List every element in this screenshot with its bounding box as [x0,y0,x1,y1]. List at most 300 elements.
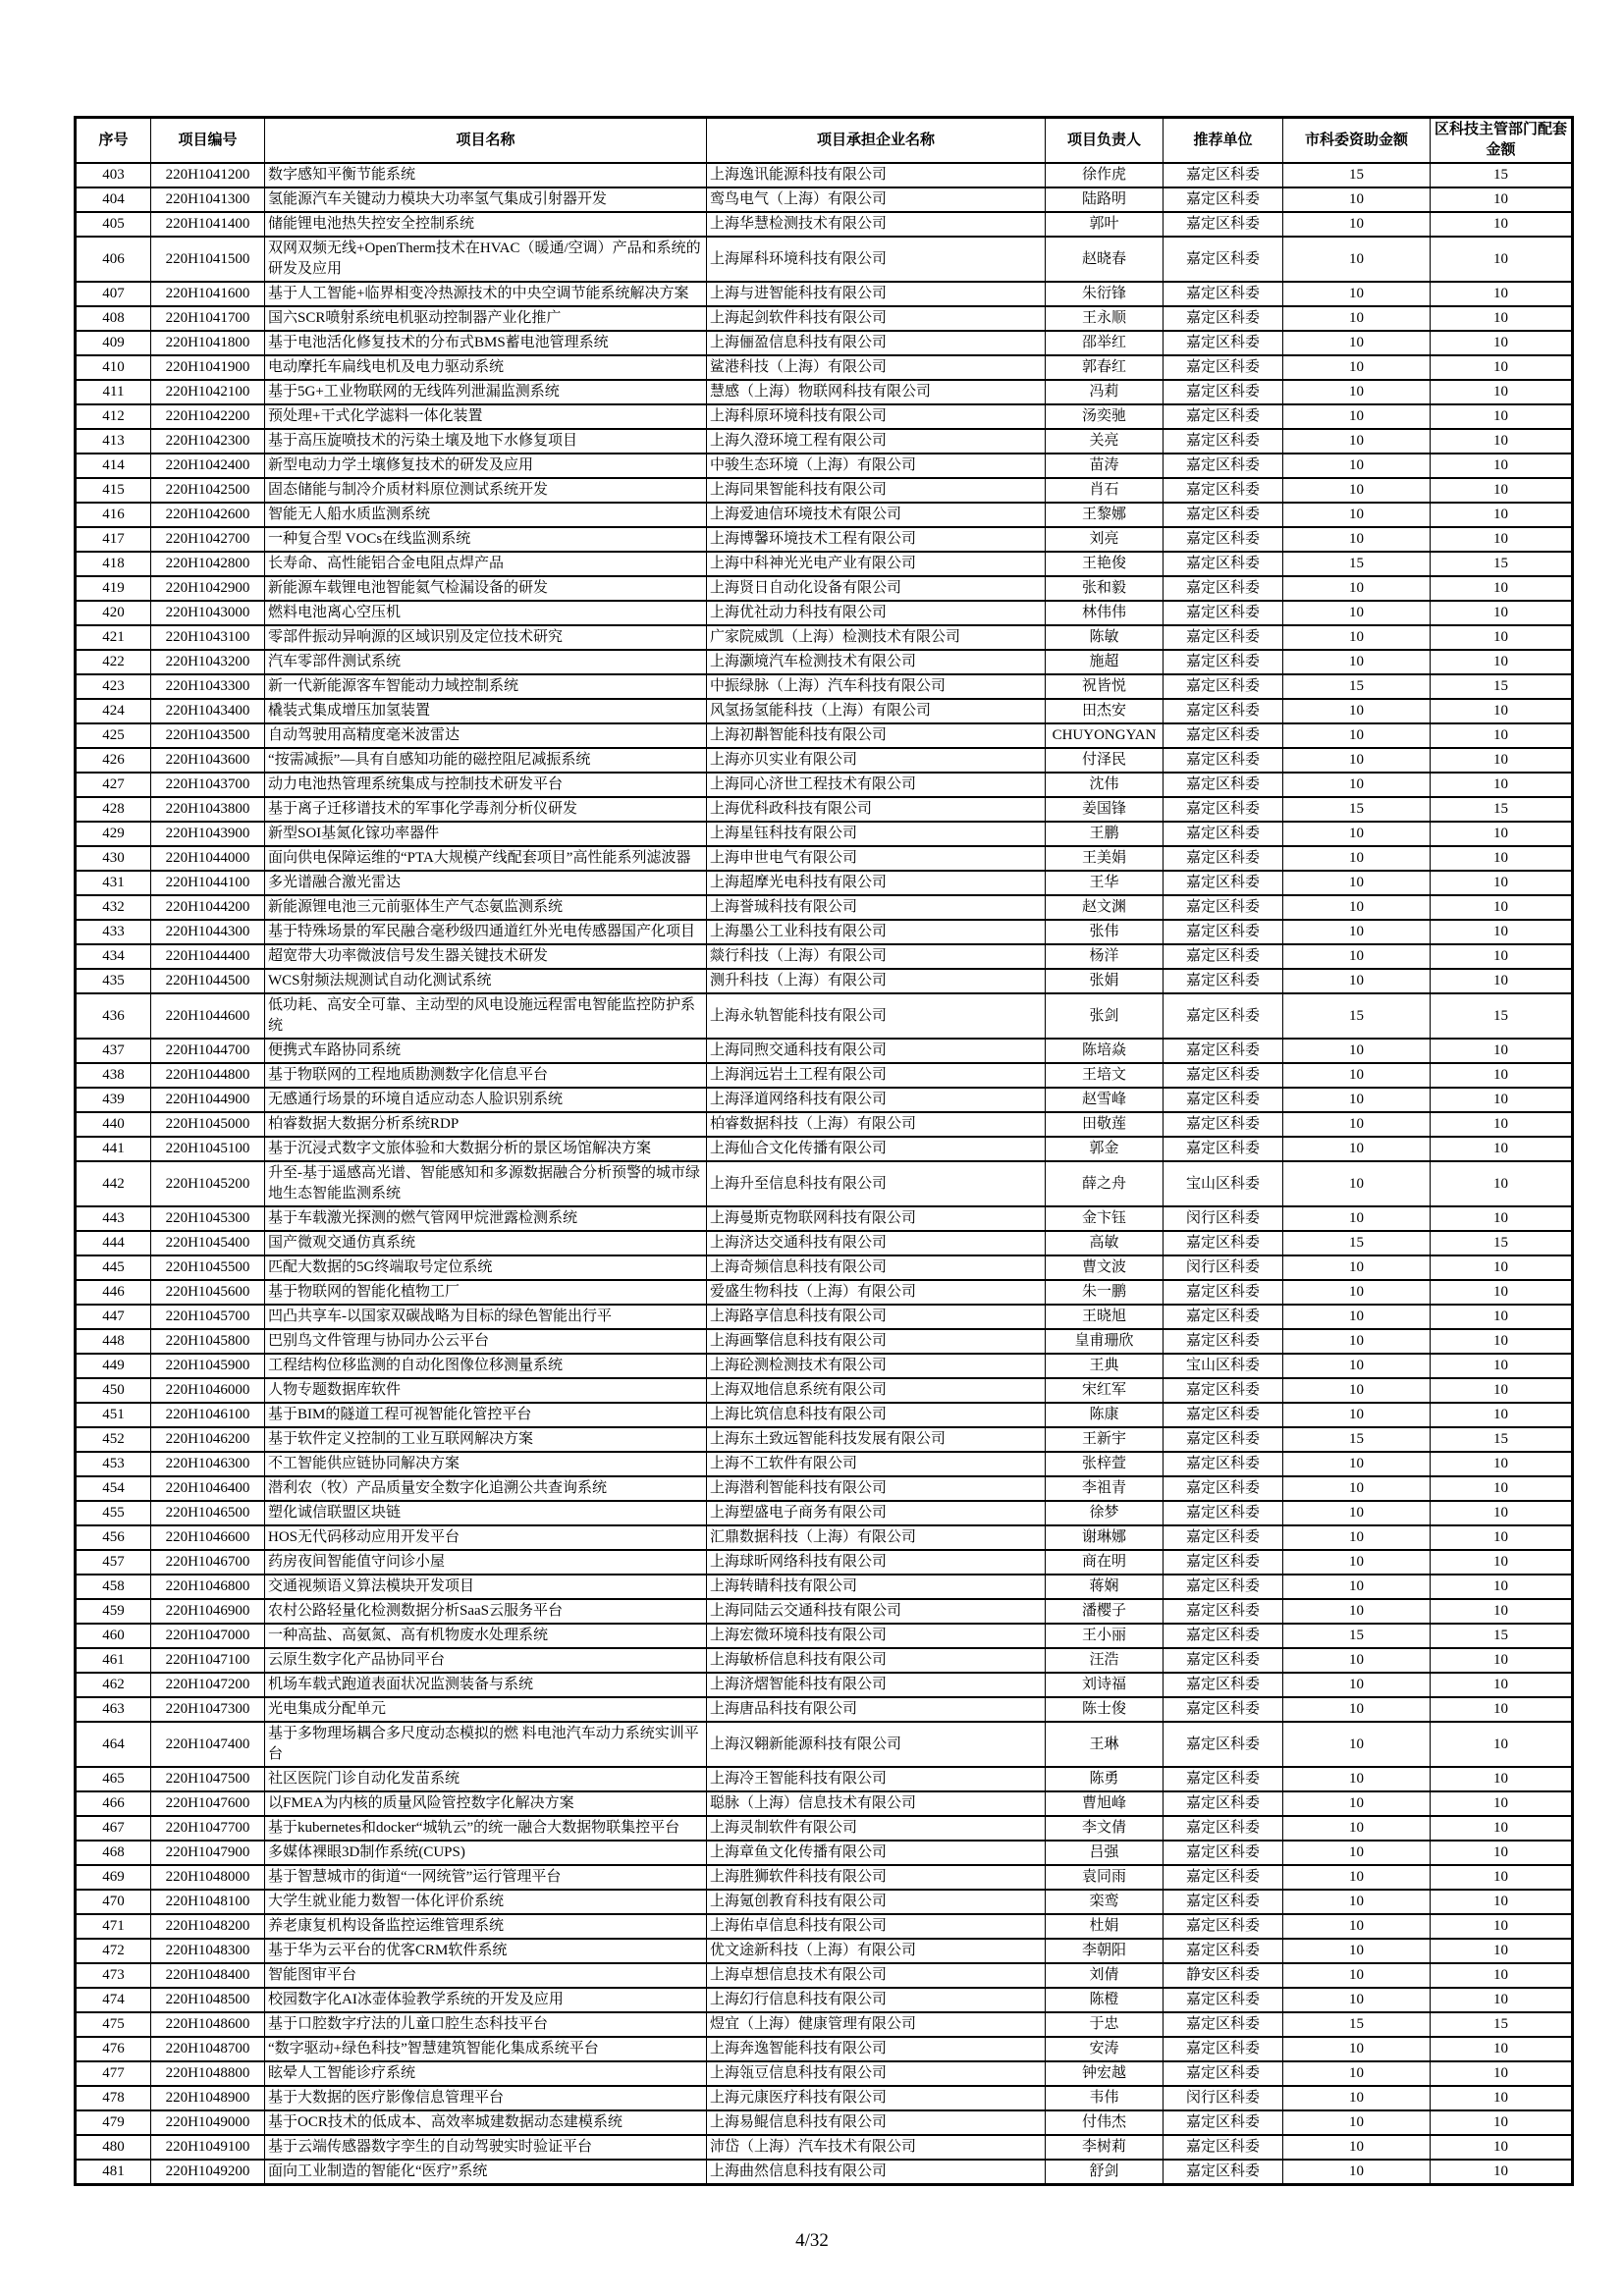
cell-project-name: 机场车载式跑道表面状况监测装备与系统 [265,1673,707,1697]
cell-company-name: 上海转睛科技有限公司 [707,1575,1046,1599]
cell-project-name: 基于云端传感器数字孪生的自动驾驶实时验证平台 [265,2135,707,2160]
table-row [76,1791,1573,1816]
cell-recommender: 嘉定区科委 [1164,1841,1283,1865]
cell-leader: 田杰安 [1046,699,1164,723]
cell-recommender: 嘉定区科委 [1164,1378,1283,1403]
cell-company-name: 上海优社动力科技有限公司 [707,601,1046,625]
cell-index: 410 [76,355,151,380]
cell-city-amount: 10 [1283,1354,1431,1378]
cell-code: 220H1042200 [151,404,265,429]
cell-project-name: 自动驾驶用高精度毫米波雷达 [265,723,707,748]
cell-city-amount: 15 [1283,674,1431,699]
cell-index: 451 [76,1403,151,1427]
cell-index: 427 [76,773,151,797]
cell-project-name: 匹配大数据的5G终端取号定位系统 [265,1255,707,1280]
cell-recommender: 嘉定区科委 [1164,2061,1283,2086]
cell-leader: 陈勇 [1046,1767,1164,1791]
cell-project-name: 大学生就业能力数智一体化评价系统 [265,1890,707,1914]
cell-index: 437 [76,1039,151,1063]
cell-index: 473 [76,1963,151,1988]
cell-code: 220H1044000 [151,846,265,871]
cell-index: 431 [76,871,151,895]
cell-district-amount: 10 [1431,2160,1573,2185]
table-row [76,1039,1573,1063]
table-row [76,871,1573,895]
cell-code: 220H1045500 [151,1255,265,1280]
cell-city-amount: 10 [1283,478,1431,503]
cell-city-amount: 10 [1283,1063,1431,1088]
cell-recommender: 嘉定区科委 [1164,2037,1283,2061]
cell-code: 220H1043500 [151,723,265,748]
cell-recommender: 嘉定区科委 [1164,576,1283,601]
cell-project-name: 基于高压旋喷技术的污染土壤及地下水修复项目 [265,429,707,454]
cell-index: 429 [76,822,151,846]
cell-code: 220H1044700 [151,1039,265,1063]
cell-recommender: 嘉定区科委 [1164,429,1283,454]
cell-project-name: 动力电池热管理系统集成与控制技术研发平台 [265,773,707,797]
cell-recommender: 嘉定区科委 [1164,237,1283,282]
cell-project-name: 面向供电保障运维的“PTA大规模产线配套项目”高性能系列滤波器 [265,846,707,871]
table-row [76,773,1573,797]
cell-company-name: 上海奔逸智能科技有限公司 [707,2037,1046,2061]
cell-project-name: 不工智能供应链协同解决方案 [265,1452,707,1476]
cell-recommender: 嘉定区科委 [1164,1697,1283,1722]
cell-index: 459 [76,1599,151,1624]
cell-leader: 赵晓春 [1046,237,1164,282]
cell-recommender: 嘉定区科委 [1164,1501,1283,1525]
cell-company-name: 上海砼测检测技术有限公司 [707,1354,1046,1378]
cell-city-amount: 10 [1283,723,1431,748]
table-row [76,2037,1573,2061]
cell-leader: 王永顺 [1046,306,1164,331]
cell-index: 453 [76,1452,151,1476]
cell-project-name: 基于沉浸式数字文旅体验和大数据分析的景区场馆解决方案 [265,1137,707,1161]
cell-code: 220H1049100 [151,2135,265,2160]
cell-city-amount: 10 [1283,1599,1431,1624]
cell-company-name: 上海逸讯能源科技有限公司 [707,163,1046,187]
cell-recommender: 嘉定区科委 [1164,503,1283,527]
cell-recommender: 嘉定区科委 [1164,1476,1283,1501]
table-row [76,404,1573,429]
cell-city-amount: 10 [1283,1673,1431,1697]
cell-company-name: 上海佑卓信息科技有限公司 [707,1914,1046,1939]
cell-recommender: 嘉定区科委 [1164,1791,1283,1816]
cell-index: 439 [76,1088,151,1112]
cell-recommender: 嘉定区科委 [1164,846,1283,871]
cell-district-amount: 10 [1431,1791,1573,1816]
cell-district-amount: 10 [1431,699,1573,723]
cell-project-name: 基于物联网的智能化植物工厂 [265,1280,707,1305]
cell-district-amount: 10 [1431,969,1573,993]
cell-leader: 徐梦 [1046,1501,1164,1525]
table-row [76,163,1573,187]
table-row [76,748,1573,773]
cell-company-name: 上海潜利智能科技有限公司 [707,1476,1046,1501]
cell-district-amount: 10 [1431,1403,1573,1427]
table-row [76,1305,1573,1329]
cell-district-amount: 10 [1431,748,1573,773]
cell-district-amount: 15 [1431,2012,1573,2037]
cell-code: 220H1041200 [151,163,265,187]
cell-city-amount: 10 [1283,404,1431,429]
cell-district-amount: 10 [1431,1329,1573,1354]
cell-leader: 祝皆悦 [1046,674,1164,699]
cell-company-name: 测升科技（上海）有限公司 [707,969,1046,993]
page-number: 4/32 [795,2230,829,2251]
cell-district-amount: 15 [1431,163,1573,187]
cell-leader: 李朝阳 [1046,1939,1164,1963]
cell-recommender: 嘉定区科委 [1164,1988,1283,2012]
cell-project-name: 基于车载激光探测的燃气管网甲烷泄露检测系统 [265,1206,707,1231]
cell-project-name: 人物专题数据库软件 [265,1378,707,1403]
table-body [76,163,1573,2185]
table-row [76,993,1573,1039]
cell-leader: 曹旭峰 [1046,1791,1164,1816]
cell-leader: 汪浩 [1046,1648,1164,1673]
cell-recommender: 嘉定区科委 [1164,1767,1283,1791]
cell-code: 220H1046600 [151,1525,265,1550]
cell-company-name: 爱盛生物科技（上海）有限公司 [707,1280,1046,1305]
cell-project-name: 社区医院门诊自动化发苗系统 [265,1767,707,1791]
cell-district-amount: 10 [1431,2086,1573,2110]
cell-recommender: 嘉定区科委 [1164,404,1283,429]
cell-code: 220H1047300 [151,1697,265,1722]
cell-city-amount: 15 [1283,1231,1431,1255]
table-row [76,1816,1573,1841]
cell-district-amount: 10 [1431,846,1573,871]
cell-city-amount: 10 [1283,1525,1431,1550]
cell-index: 443 [76,1206,151,1231]
table-row [76,1427,1573,1452]
cell-project-name: 长寿命、高性能铝合金电阻点焊产品 [265,552,707,576]
cell-index: 441 [76,1137,151,1161]
header-cell-project-name: 项目名称 [265,118,707,164]
cell-city-amount: 10 [1283,1137,1431,1161]
cell-city-amount: 10 [1283,1865,1431,1890]
cell-code: 220H1045600 [151,1280,265,1305]
cell-code: 220H1043400 [151,699,265,723]
table-row [76,1525,1573,1550]
cell-recommender: 嘉定区科委 [1164,895,1283,920]
table-row [76,1161,1573,1206]
cell-leader: 张和毅 [1046,576,1164,601]
cell-company-name: 中振绿脉（上海）汽车科技有限公司 [707,674,1046,699]
cell-recommender: 嘉定区科委 [1164,1063,1283,1088]
cell-project-name: 国六SCR喷射系统电机驱动控制器产业化推广 [265,306,707,331]
cell-recommender: 嘉定区科委 [1164,1890,1283,1914]
cell-index: 477 [76,2061,151,2086]
cell-city-amount: 10 [1283,2037,1431,2061]
cell-code: 220H1048600 [151,2012,265,2037]
cell-code: 220H1044900 [151,1088,265,1112]
table-row [76,1452,1573,1476]
cell-project-name: 基于华为云平台的优客CRM软件系统 [265,1939,707,1963]
cell-recommender: 嘉定区科委 [1164,1452,1283,1476]
cell-index: 413 [76,429,151,454]
header-row [76,118,1573,164]
cell-company-name: 上海星钰科技有限公司 [707,822,1046,846]
cell-city-amount: 10 [1283,1767,1431,1791]
table-row [76,2135,1573,2160]
table-row [76,1329,1573,1354]
cell-leader: 张娟 [1046,969,1164,993]
cell-index: 452 [76,1427,151,1452]
cell-index: 467 [76,1816,151,1841]
cell-district-amount: 10 [1431,1161,1573,1206]
cell-company-name: 上海同煦交通科技有限公司 [707,1039,1046,1063]
cell-recommender: 闵行区科委 [1164,2086,1283,2110]
cell-leader: 陈康 [1046,1403,1164,1427]
cell-company-name: 上海永轨智能科技有限公司 [707,993,1046,1039]
cell-company-name: 鸾鸟电气（上海）有限公司 [707,187,1046,212]
cell-recommender: 嘉定区科委 [1164,1525,1283,1550]
cell-recommender: 嘉定区科委 [1164,1816,1283,1841]
cell-index: 450 [76,1378,151,1403]
cell-code: 220H1045800 [151,1329,265,1354]
cell-company-name: 上海久澄环境工程有限公司 [707,429,1046,454]
cell-city-amount: 10 [1283,1791,1431,1816]
cell-index: 423 [76,674,151,699]
cell-company-name: 上海易鲲信息科技有限公司 [707,2110,1046,2135]
cell-project-name: 汽车零部件测试系统 [265,650,707,674]
table-row [76,1841,1573,1865]
cell-recommender: 嘉定区科委 [1164,1599,1283,1624]
cell-district-amount: 10 [1431,1452,1573,1476]
cell-leader: 赵雪峰 [1046,1088,1164,1112]
cell-company-name: 上海胜狮软件科技有限公司 [707,1865,1046,1890]
cell-company-name: 燚行科技（上海）有限公司 [707,944,1046,969]
cell-index: 469 [76,1865,151,1890]
table-row [76,969,1573,993]
cell-index: 463 [76,1697,151,1722]
table-header [76,118,1573,164]
cell-company-name: 上海泽道网络科技有限公司 [707,1088,1046,1112]
cell-project-name: 基于kubernetes和docker“城轨云”的统一融合大数据物联集控平台 [265,1816,707,1841]
cell-district-amount: 10 [1431,2110,1573,2135]
cell-district-amount: 10 [1431,1550,1573,1575]
cell-district-amount: 15 [1431,797,1573,822]
table-row [76,1354,1573,1378]
cell-city-amount: 10 [1283,1816,1431,1841]
cell-recommender: 嘉定区科委 [1164,773,1283,797]
cell-city-amount: 10 [1283,773,1431,797]
cell-company-name: 上海同果智能科技有限公司 [707,478,1046,503]
table-row [76,1231,1573,1255]
table-row [76,1501,1573,1525]
cell-district-amount: 10 [1431,478,1573,503]
cell-leader: 施超 [1046,650,1164,674]
cell-recommender: 嘉定区科委 [1164,454,1283,478]
cell-district-amount: 10 [1431,895,1573,920]
cell-recommender: 嘉定区科委 [1164,674,1283,699]
cell-company-name: 柏睿数据科技（上海）有限公司 [707,1112,1046,1137]
cell-leader: 王琳 [1046,1722,1164,1767]
cell-city-amount: 10 [1283,1988,1431,2012]
table-row [76,920,1573,944]
cell-index: 470 [76,1890,151,1914]
table-row [76,650,1573,674]
cell-recommender: 嘉定区科委 [1164,2135,1283,2160]
cell-city-amount: 10 [1283,2086,1431,2110]
cell-recommender: 嘉定区科委 [1164,1427,1283,1452]
table-row [76,1599,1573,1624]
cell-district-amount: 10 [1431,1378,1573,1403]
cell-city-amount: 10 [1283,380,1431,404]
cell-district-amount: 15 [1431,552,1573,576]
cell-index: 454 [76,1476,151,1501]
cell-code: 220H1042900 [151,576,265,601]
cell-city-amount: 10 [1283,920,1431,944]
cell-city-amount: 10 [1283,454,1431,478]
cell-city-amount: 10 [1283,503,1431,527]
table-row [76,944,1573,969]
table-row [76,1890,1573,1914]
cell-recommender: 宝山区科委 [1164,1161,1283,1206]
cell-district-amount: 10 [1431,187,1573,212]
cell-recommender: 嘉定区科委 [1164,2110,1283,2135]
table-row [76,212,1573,237]
table-row [76,1673,1573,1697]
cell-district-amount: 10 [1431,1575,1573,1599]
cell-city-amount: 10 [1283,1403,1431,1427]
cell-district-amount: 10 [1431,920,1573,944]
cell-company-name: 上海灏境汽车检测技术有限公司 [707,650,1046,674]
cell-district-amount: 10 [1431,871,1573,895]
cell-code: 220H1042600 [151,503,265,527]
cell-project-name: 便携式车路协同系统 [265,1039,707,1063]
cell-company-name: 上海章鱼文化传播有限公司 [707,1841,1046,1865]
table-row [76,576,1573,601]
cell-project-name: 柏睿数据大数据分析系统RDP [265,1112,707,1137]
cell-recommender: 嘉定区科委 [1164,625,1283,650]
cell-index: 414 [76,454,151,478]
cell-recommender: 嘉定区科委 [1164,1305,1283,1329]
cell-code: 220H1043600 [151,748,265,773]
cell-recommender: 嘉定区科委 [1164,478,1283,503]
cell-leader: 陆路明 [1046,187,1164,212]
cell-leader: 付泽民 [1046,748,1164,773]
cell-project-name: 养老康复机构设备监控运维管理系统 [265,1914,707,1939]
cell-leader: 李祖青 [1046,1476,1164,1501]
table-row [76,478,1573,503]
cell-district-amount: 15 [1431,993,1573,1039]
cell-recommender: 嘉定区科委 [1164,993,1283,1039]
cell-code: 220H1045900 [151,1354,265,1378]
cell-leader: 朱一鹏 [1046,1280,1164,1305]
cell-company-name: 上海誉珹科技有限公司 [707,895,1046,920]
cell-district-amount: 10 [1431,1063,1573,1088]
cell-index: 408 [76,306,151,331]
table-row [76,1378,1573,1403]
cell-district-amount: 10 [1431,576,1573,601]
cell-company-name: 上海塑盛电子商务有限公司 [707,1501,1046,1525]
cell-leader: 王华 [1046,871,1164,895]
cell-code: 220H1045000 [151,1112,265,1137]
cell-index: 472 [76,1939,151,1963]
table-row [76,454,1573,478]
table-row [76,1476,1573,1501]
table-row [76,625,1573,650]
cell-leader: 徐作虎 [1046,163,1164,187]
cell-company-name: 上海比筑信息科技有限公司 [707,1403,1046,1427]
cell-city-amount: 10 [1283,1841,1431,1865]
cell-recommender: 嘉定区科委 [1164,1112,1283,1137]
cell-project-name: 农村公路轻量化检测数据分析SaaS云服务平台 [265,1599,707,1624]
cell-project-name: 工程结构位移监测的自动化图像位移测量系统 [265,1354,707,1378]
cell-leader: 李树莉 [1046,2135,1164,2160]
cell-code: 220H1048200 [151,1914,265,1939]
cell-index: 462 [76,1673,151,1697]
cell-index: 433 [76,920,151,944]
cell-project-name: HOS无代码移动应用开发平台 [265,1525,707,1550]
cell-city-amount: 15 [1283,163,1431,187]
cell-index: 455 [76,1501,151,1525]
cell-district-amount: 10 [1431,331,1573,355]
cell-city-amount: 10 [1283,355,1431,380]
header-cell-company-name: 项目承担企业名称 [707,118,1046,164]
cell-district-amount: 10 [1431,650,1573,674]
cell-district-amount: 10 [1431,454,1573,478]
cell-leader: 沈伟 [1046,773,1164,797]
cell-leader: 邵举红 [1046,331,1164,355]
cell-company-name: 慧感（上海）物联网科技有限公司 [707,380,1046,404]
cell-leader: 宋红军 [1046,1378,1164,1403]
cell-leader: 潘樱子 [1046,1599,1164,1624]
cell-recommender: 嘉定区科委 [1164,1137,1283,1161]
cell-leader: 王新宇 [1046,1427,1164,1452]
cell-recommender: 嘉定区科委 [1164,699,1283,723]
cell-leader: 栾鸾 [1046,1890,1164,1914]
cell-project-name: 塑化诚信联盟区块链 [265,1501,707,1525]
cell-code: 220H1046700 [151,1550,265,1575]
cell-code: 220H1042300 [151,429,265,454]
cell-leader: 吕强 [1046,1841,1164,1865]
cell-project-name: 氢能源汽车关键动力模块大功率氢气集成引射器开发 [265,187,707,212]
cell-city-amount: 10 [1283,1280,1431,1305]
cell-city-amount: 10 [1283,1452,1431,1476]
cell-project-name: 基于5G+工业物联网的无线阵列泄漏监测系统 [265,380,707,404]
table-row [76,1063,1573,1088]
cell-district-amount: 10 [1431,355,1573,380]
cell-city-amount: 10 [1283,1963,1431,1988]
cell-project-name: 双网双频无线+OpenTherm技术在HVAC（暖通/空调）产品和系统的研发及应用 [265,237,707,282]
table-row [76,380,1573,404]
cell-index: 479 [76,2110,151,2135]
cell-index: 419 [76,576,151,601]
cell-city-amount: 10 [1283,1378,1431,1403]
cell-index: 404 [76,187,151,212]
table-row [76,1914,1573,1939]
cell-company-name: 上海宏微环境科技有限公司 [707,1624,1046,1648]
cell-city-amount: 10 [1283,969,1431,993]
cell-city-amount: 10 [1283,2061,1431,2086]
cell-district-amount: 10 [1431,2037,1573,2061]
cell-index: 446 [76,1280,151,1305]
cell-city-amount: 10 [1283,1697,1431,1722]
table-row [76,331,1573,355]
cell-company-name: 上海犀科环境科技有限公司 [707,237,1046,282]
cell-district-amount: 10 [1431,773,1573,797]
cell-code: 220H1045700 [151,1305,265,1329]
cell-company-name: 上海同心济世工程技术有限公司 [707,773,1046,797]
cell-district-amount: 10 [1431,1673,1573,1697]
cell-company-name: 上海贤日自动化设备有限公司 [707,576,1046,601]
cell-company-name: 上海灵制软件有限公司 [707,1816,1046,1841]
cell-company-name: 上海起剑软件科技有限公司 [707,306,1046,331]
cell-recommender: 嘉定区科委 [1164,187,1283,212]
cell-project-name: 基于OCR技术的低成本、高效率城建数据动态建模系统 [265,2110,707,2135]
cell-city-amount: 10 [1283,527,1431,552]
